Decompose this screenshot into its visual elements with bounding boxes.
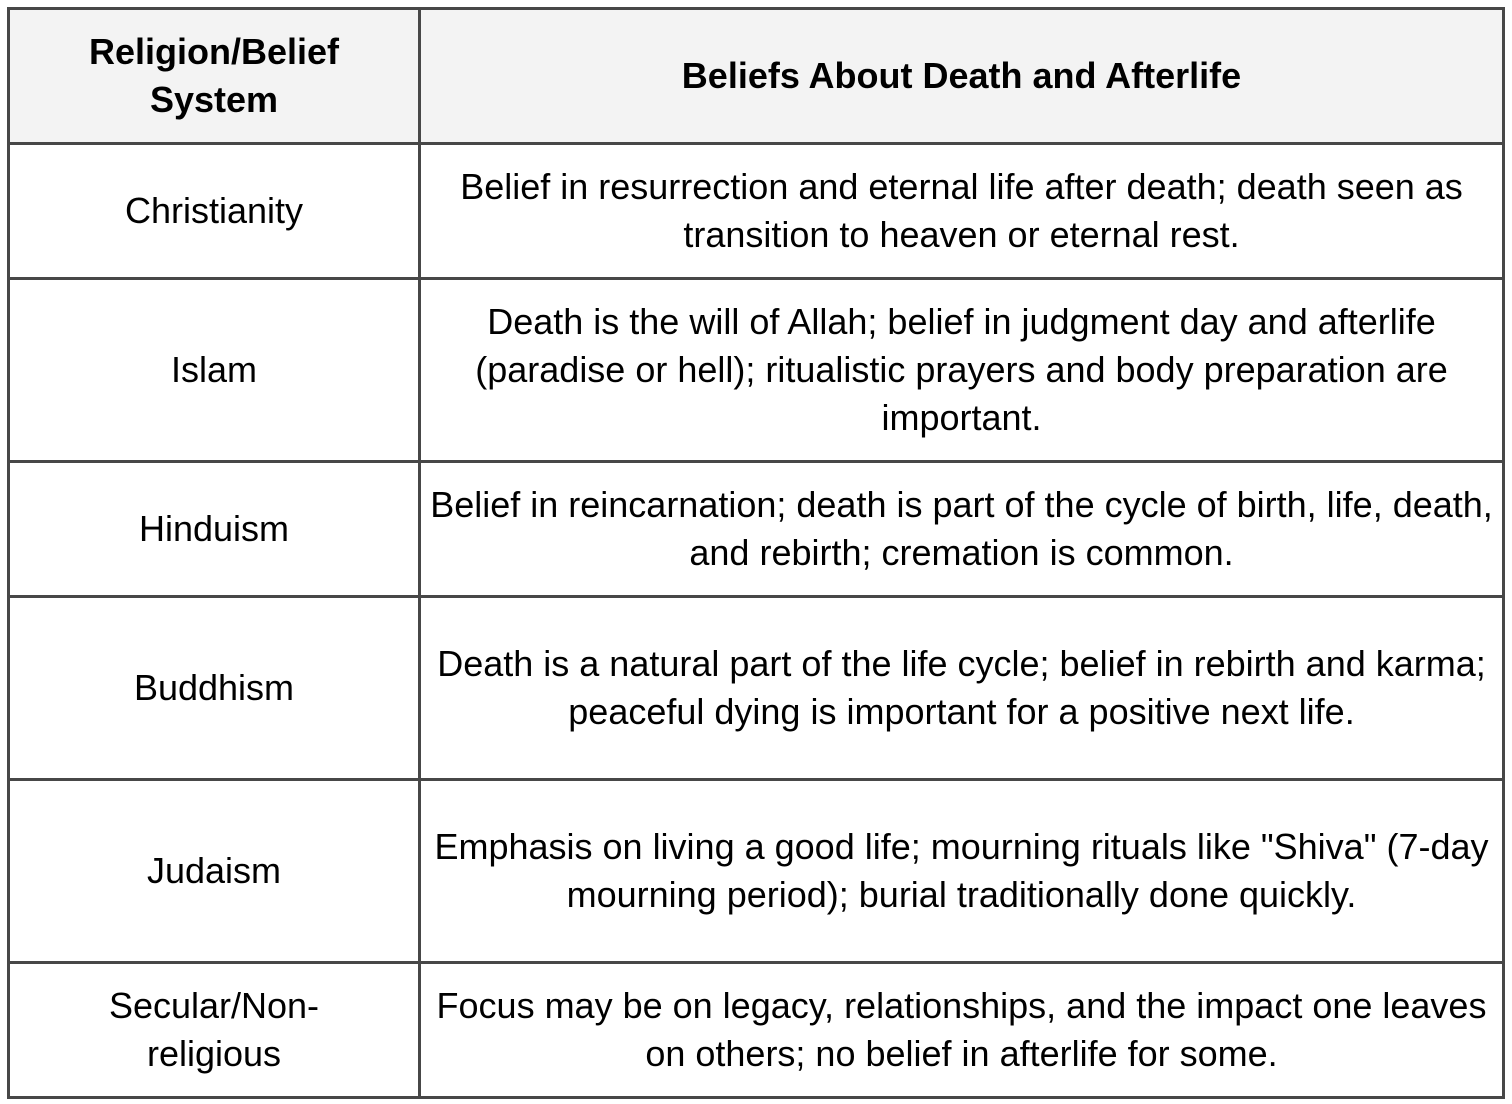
beliefs-cell: Belief in reincarnation; death is part of the cycle of birth, life, death, and rebirth; cremation is common.	[420, 462, 1504, 597]
religion-cell: Secular/Non-religious	[9, 963, 420, 1098]
beliefs-cell: Death is a natural part of the life cycle; belief in rebirth and karma; peaceful dying is important for a positive next life.	[420, 597, 1504, 780]
religion-cell: Islam	[9, 279, 420, 462]
beliefs-cell: Emphasis on living a good life; mourning rituals like "Shiva" (7-day mourning period); burial traditionally done quickly.	[420, 780, 1504, 963]
table-row	[9, 597, 1504, 780]
religion-cell: Buddhism	[9, 597, 420, 780]
beliefs-cell: Focus may be on legacy, relationships, and the impact one leaves on others; no belief in afterlife for some.	[420, 963, 1504, 1098]
table-row	[9, 780, 1504, 963]
header-beliefs: Beliefs About Death and Afterlife	[420, 9, 1504, 144]
beliefs-table	[7, 7, 1505, 1099]
header-row	[9, 9, 1504, 144]
beliefs-cell: Death is the will of Allah; belief in judgment day and afterlife (paradise or hell); ritualistic prayers and body preparation are important.	[420, 279, 1504, 462]
table-row	[9, 144, 1504, 279]
beliefs-cell: Belief in resurrection and eternal life after death; death seen as transition to heaven or eternal rest.	[420, 144, 1504, 279]
header-religion: Religion/Belief System	[9, 9, 420, 144]
table-row	[9, 963, 1504, 1098]
table-row	[9, 462, 1504, 597]
religion-cell: Judaism	[9, 780, 420, 963]
table-row	[9, 279, 1504, 462]
religion-cell: Christianity	[9, 144, 420, 279]
religion-cell: Hinduism	[9, 462, 420, 597]
